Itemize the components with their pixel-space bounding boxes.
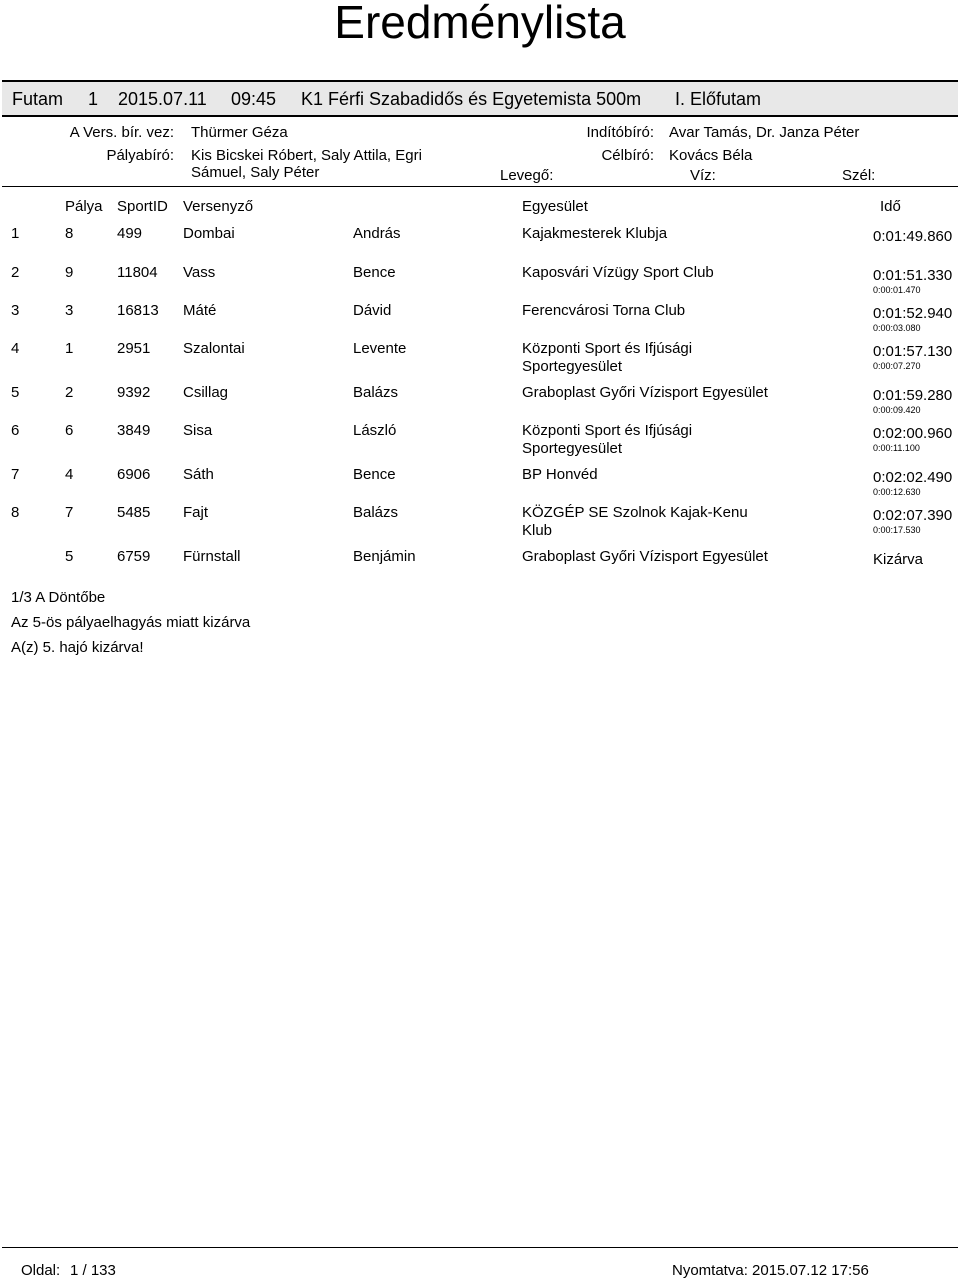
table-row xyxy=(0,340,960,380)
course-judge-label: Pályabíró: xyxy=(106,147,174,164)
page-title: Eredménylista xyxy=(334,0,626,48)
water-temp-label: Víz: xyxy=(690,167,716,184)
time-diff-cell: 0:00:01.470 xyxy=(873,285,921,295)
sportid-cell: 3849 xyxy=(117,422,151,439)
head-judge-label: A Vers. bír. vez: xyxy=(69,124,174,141)
club-cell: Graboplast Győri Vízisport Egyesület xyxy=(522,384,768,401)
col-athlete-header: Versenyző xyxy=(183,198,254,215)
first-name-cell: Dávid xyxy=(353,302,392,319)
time-diff-cell: 0:00:11.100 xyxy=(873,443,920,453)
time-diff-cell: 0:00:09.420 xyxy=(873,405,921,415)
advance-note: 1/3 A Döntőbe xyxy=(11,589,106,606)
time-diff-cell: 0:00:17.530 xyxy=(873,525,921,535)
finish-judge-value: Kovács Béla xyxy=(669,147,753,164)
club-cell: Kaposvári Vízügy Sport Club xyxy=(522,264,714,281)
dq-reason-note: Az 5-ös pályaelhagyás miatt kizárva xyxy=(11,614,251,631)
place-cell: 1 xyxy=(11,225,20,242)
time-diff-cell: 0:00:03.080 xyxy=(873,323,921,333)
club-cell: Graboplast Győri Vízisport Egyesület xyxy=(522,548,768,565)
finish-judge-label: Célbíró: xyxy=(601,147,654,164)
place-cell: 4 xyxy=(11,340,20,357)
race-info-bar xyxy=(2,80,958,117)
last-name-cell: Vass xyxy=(183,264,216,281)
race-time: 09:45 xyxy=(231,89,277,109)
first-name-cell: Levente xyxy=(353,340,407,357)
time-diff-cell: 0:00:07.270 xyxy=(873,361,921,371)
sportid-cell: 2951 xyxy=(117,340,151,357)
starter-label: Indítóbíró: xyxy=(586,124,654,141)
club-cell: Kajakmesterek Klubja xyxy=(522,225,668,242)
course-judge-value-2: Sámuel, Saly Péter xyxy=(191,164,320,181)
time-cell: 0:01:49.860 xyxy=(873,228,953,245)
time-cell: 0:01:52.940 xyxy=(873,305,953,322)
last-name-cell: Sáth xyxy=(183,466,214,483)
lane-cell: 8 xyxy=(65,225,74,242)
sportid-cell: 11804 xyxy=(117,264,158,281)
col-lane-header: Pálya xyxy=(65,198,103,215)
time-cell: 0:02:00.960 xyxy=(873,425,953,442)
club-cell: Ferencvárosi Torna Club xyxy=(522,302,686,319)
place-cell: 2 xyxy=(11,264,20,281)
starter-value: Avar Tamás, Dr. Janza Péter xyxy=(669,124,860,141)
first-name-cell: Balázs xyxy=(353,504,399,521)
place-cell: 7 xyxy=(11,466,20,483)
lane-cell: 3 xyxy=(65,302,74,319)
lane-cell: 4 xyxy=(65,466,74,483)
table-row xyxy=(0,548,960,588)
club-cell: Központi Sport és Ifjúsági Sportegyesület xyxy=(522,422,693,457)
last-name-cell: Máté xyxy=(183,302,217,319)
course-judge-value-1: Kis Bicskei Róbert, Saly Attila, Egri xyxy=(191,147,422,164)
place-cell: 8 xyxy=(11,504,20,521)
time-cell: 0:01:51.330 xyxy=(873,267,953,284)
sportid-cell: 9392 xyxy=(117,384,151,401)
race-label: Futam xyxy=(12,89,64,109)
sportid-cell: 16813 xyxy=(117,302,159,319)
table-row xyxy=(0,466,960,506)
first-name-cell: Balázs xyxy=(353,384,399,401)
col-time-header: Idő xyxy=(880,198,901,215)
place-cell: 5 xyxy=(11,384,20,401)
sportid-cell: 5485 xyxy=(117,504,151,521)
first-name-cell: Bence xyxy=(353,264,396,281)
last-name-cell: Dombai xyxy=(183,225,235,242)
last-name-cell: Sisa xyxy=(183,422,213,439)
col-sportid-header: SportID xyxy=(117,198,168,215)
time-cell: Kizárva xyxy=(873,551,924,568)
printed-timestamp: Nyomtatva: 2015.07.12 17:56 xyxy=(672,1262,869,1279)
last-name-cell: Fajt xyxy=(183,504,209,521)
wind-label: Szél: xyxy=(842,167,876,184)
club-cell: BP Honvéd xyxy=(522,466,598,483)
race-phase: I. Előfutam xyxy=(675,89,762,109)
first-name-cell: András xyxy=(353,225,401,242)
last-name-cell: Fürnstall xyxy=(183,548,241,565)
first-name-cell: Bence xyxy=(353,466,396,483)
race-event: K1 Férfi Szabadidős és Egyetemista 500m xyxy=(301,89,642,109)
first-name-cell: Benjámin xyxy=(353,548,416,565)
last-name-cell: Szalontai xyxy=(183,340,245,357)
club-cell: Központi Sport és Ifjúsági Sportegyesület xyxy=(522,340,693,375)
time-diff-cell: 0:00:12.630 xyxy=(873,487,921,497)
time-cell: 0:01:59.280 xyxy=(873,387,953,404)
air-temp-label: Levegő: xyxy=(500,167,554,184)
lane-cell: 7 xyxy=(65,504,74,521)
table-row xyxy=(0,302,960,342)
sportid-cell: 6906 xyxy=(117,466,151,483)
sportid-cell: 6759 xyxy=(117,548,151,565)
dq-boat-note: A(z) 5. hajó kizárva! xyxy=(11,639,144,656)
page-number: 1 / 133 xyxy=(70,1262,116,1279)
race-number: 1 xyxy=(88,89,99,109)
header-divider xyxy=(2,186,958,187)
lane-cell: 9 xyxy=(65,264,74,281)
lane-cell: 1 xyxy=(65,340,74,357)
last-name-cell: Csillag xyxy=(183,384,229,401)
time-cell: 0:01:57.130 xyxy=(873,343,953,360)
lane-cell: 2 xyxy=(65,384,74,401)
page-label: Oldal: xyxy=(21,1262,61,1279)
first-name-cell: László xyxy=(353,422,397,439)
table-row xyxy=(0,422,960,462)
place-cell: 3 xyxy=(11,302,20,319)
sportid-cell: 499 xyxy=(117,225,143,242)
col-club-header: Egyesület xyxy=(522,198,588,215)
footer-divider xyxy=(2,1247,958,1248)
place-cell: 6 xyxy=(11,422,20,439)
table-row xyxy=(0,384,960,424)
table-row xyxy=(0,225,960,265)
table-row xyxy=(0,504,960,544)
race-date: 2015.07.11 xyxy=(118,89,207,109)
head-judge-value: Thürmer Géza xyxy=(191,124,288,141)
time-cell: 0:02:07.390 xyxy=(873,507,953,524)
club-cell: KÖZGÉP SE Szolnok Kajak-Kenu Klub xyxy=(522,504,748,539)
time-cell: 0:02:02.490 xyxy=(873,469,953,486)
table-row xyxy=(0,264,960,304)
lane-cell: 5 xyxy=(65,548,74,565)
lane-cell: 6 xyxy=(65,422,74,439)
